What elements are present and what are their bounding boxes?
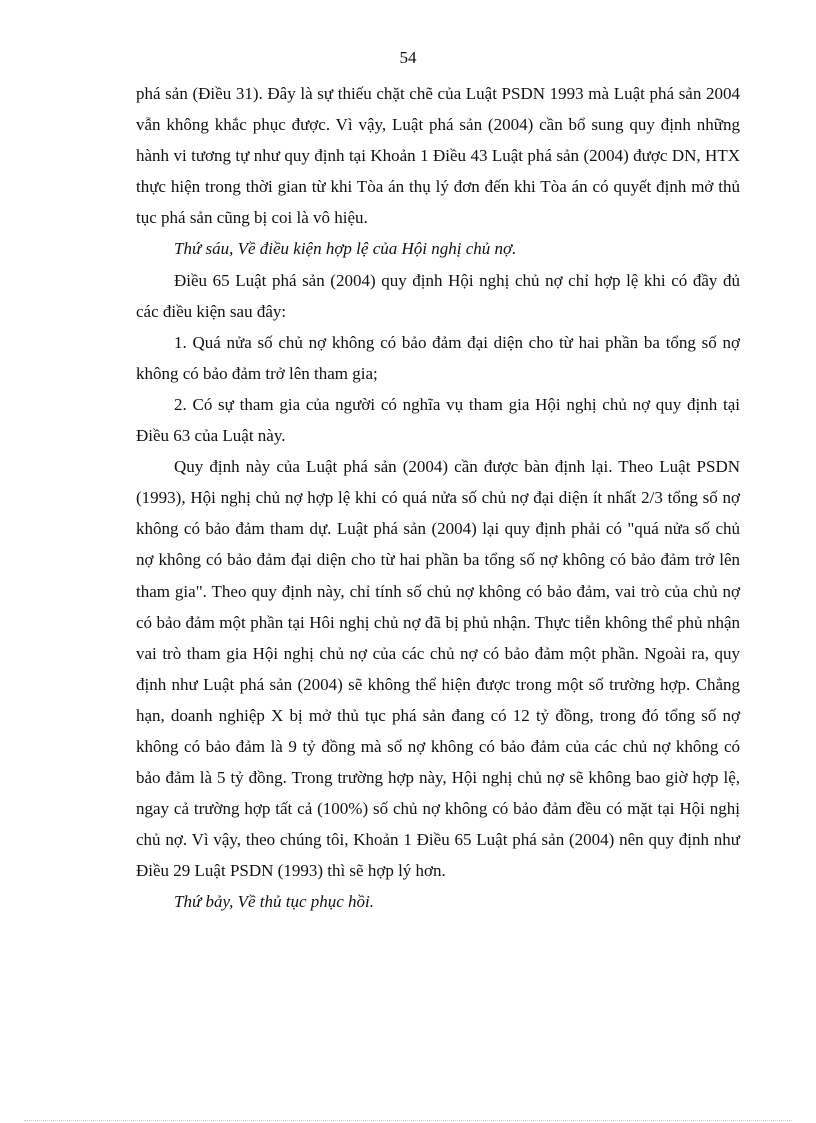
list-item-2: 2. Có sự tham gia của người có nghĩa vụ tham gia Hội nghị chủ nợ quy định tại Điều 63 của Luật này. — [136, 394, 740, 446]
section-heading-seventh: Thứ bảy, Về thủ tục phục hồi. — [174, 892, 375, 912]
paragraph-article-65: Điều 65 Luật phá sản (2004) quy định Hội nghị chủ nợ chỉ hợp lệ khi có đầy đủ các điều kiện sau đây: — [136, 270, 740, 321]
list-item-1: 1. Quá nửa số chủ nợ không có bảo đảm đại diện cho từ hai phần ba tổng số nợ không có bảo đảm trở lên tham gia; — [136, 332, 740, 383]
paragraph-analysis: Quy định này của Luật phá sản (2004) cần được bàn định lại. Theo Luật PSDN (1993), Hội nghị chủ nợ hợp lệ khi có quá nửa số chủ nợ đại diện ít nhất 2/3 tổng số nợ không có bảo đảm tham dự. Luật phá sản (2004) lại quy định phải có "quá nửa số chủ nợ không có bảo đảm đại diện cho từ hai phần ba tổng số nợ không có bảo đảm trở lên tham gia". Theo quy định này, chỉ tính số chủ nợ không có bảo đảm, vai trò của chủ nợ có bảo đảm một phần tại Hôi nghị chủ nợ đã bị phủ nhận. Thực tiễn không thể phủ nhận vai trò tham gia Hội nghị chủ nợ của các chủ nợ có bảo đảm một phần. Ngoài ra, quy định như Luật phá sản (2004) sẽ không thể hiện được trong một số trường hợp. Chẳng hạn, doanh nghiệp X bị mở thủ tục phá sản đang có 12 tỷ đồng, trong đó tổng số nợ không có bảo đảm là 9 tỷ đồng mà số nợ không có bảo đảm của các chủ nợ không có bảo đảm là 5 tỷ đồng. Trong trường hợp này, Hội nghị chủ nợ sẽ không bao giờ hợp lệ, ngay cả trường hợp tất cả (100%) số chủ nợ không có bảo đảm đều có mặt tại Hội nghị chủ nợ. Vì vậy, theo chúng tôi, Khoản 1 Điều 65 Luật phá sản (2004) nên quy định như Điều 29 Luật PSDN (1993) thì sẽ hợp lý hơn. — [136, 457, 740, 881]
document-body — [136, 78, 740, 918]
paragraph-continuation: phá sản (Điều 31). Đây là sự thiếu chặt chẽ của Luật PSDN 1993 mà Luật phá sản 2004 vẫn không khắc phục được. Vì vậy, Luật phá sản (2004) cần bổ sung quy định những hành vi tương tự như quy định tại Khoản 1 Điều 43 Luật phá sản (2004) được DN, HTX thực hiện trong thời gian từ khi Tòa án thụ lý đơn đến khi Tòa án có quyết định mở thủ tục phá sản cũng bị coi là vô hiệu. — [136, 84, 740, 228]
page-bottom-divider — [24, 1120, 792, 1121]
section-heading-sixth: Thứ sáu, Về điều kiện hợp lệ của Hội nghị chủ nợ. — [174, 239, 517, 259]
page-number: 54 — [399, 48, 417, 67]
